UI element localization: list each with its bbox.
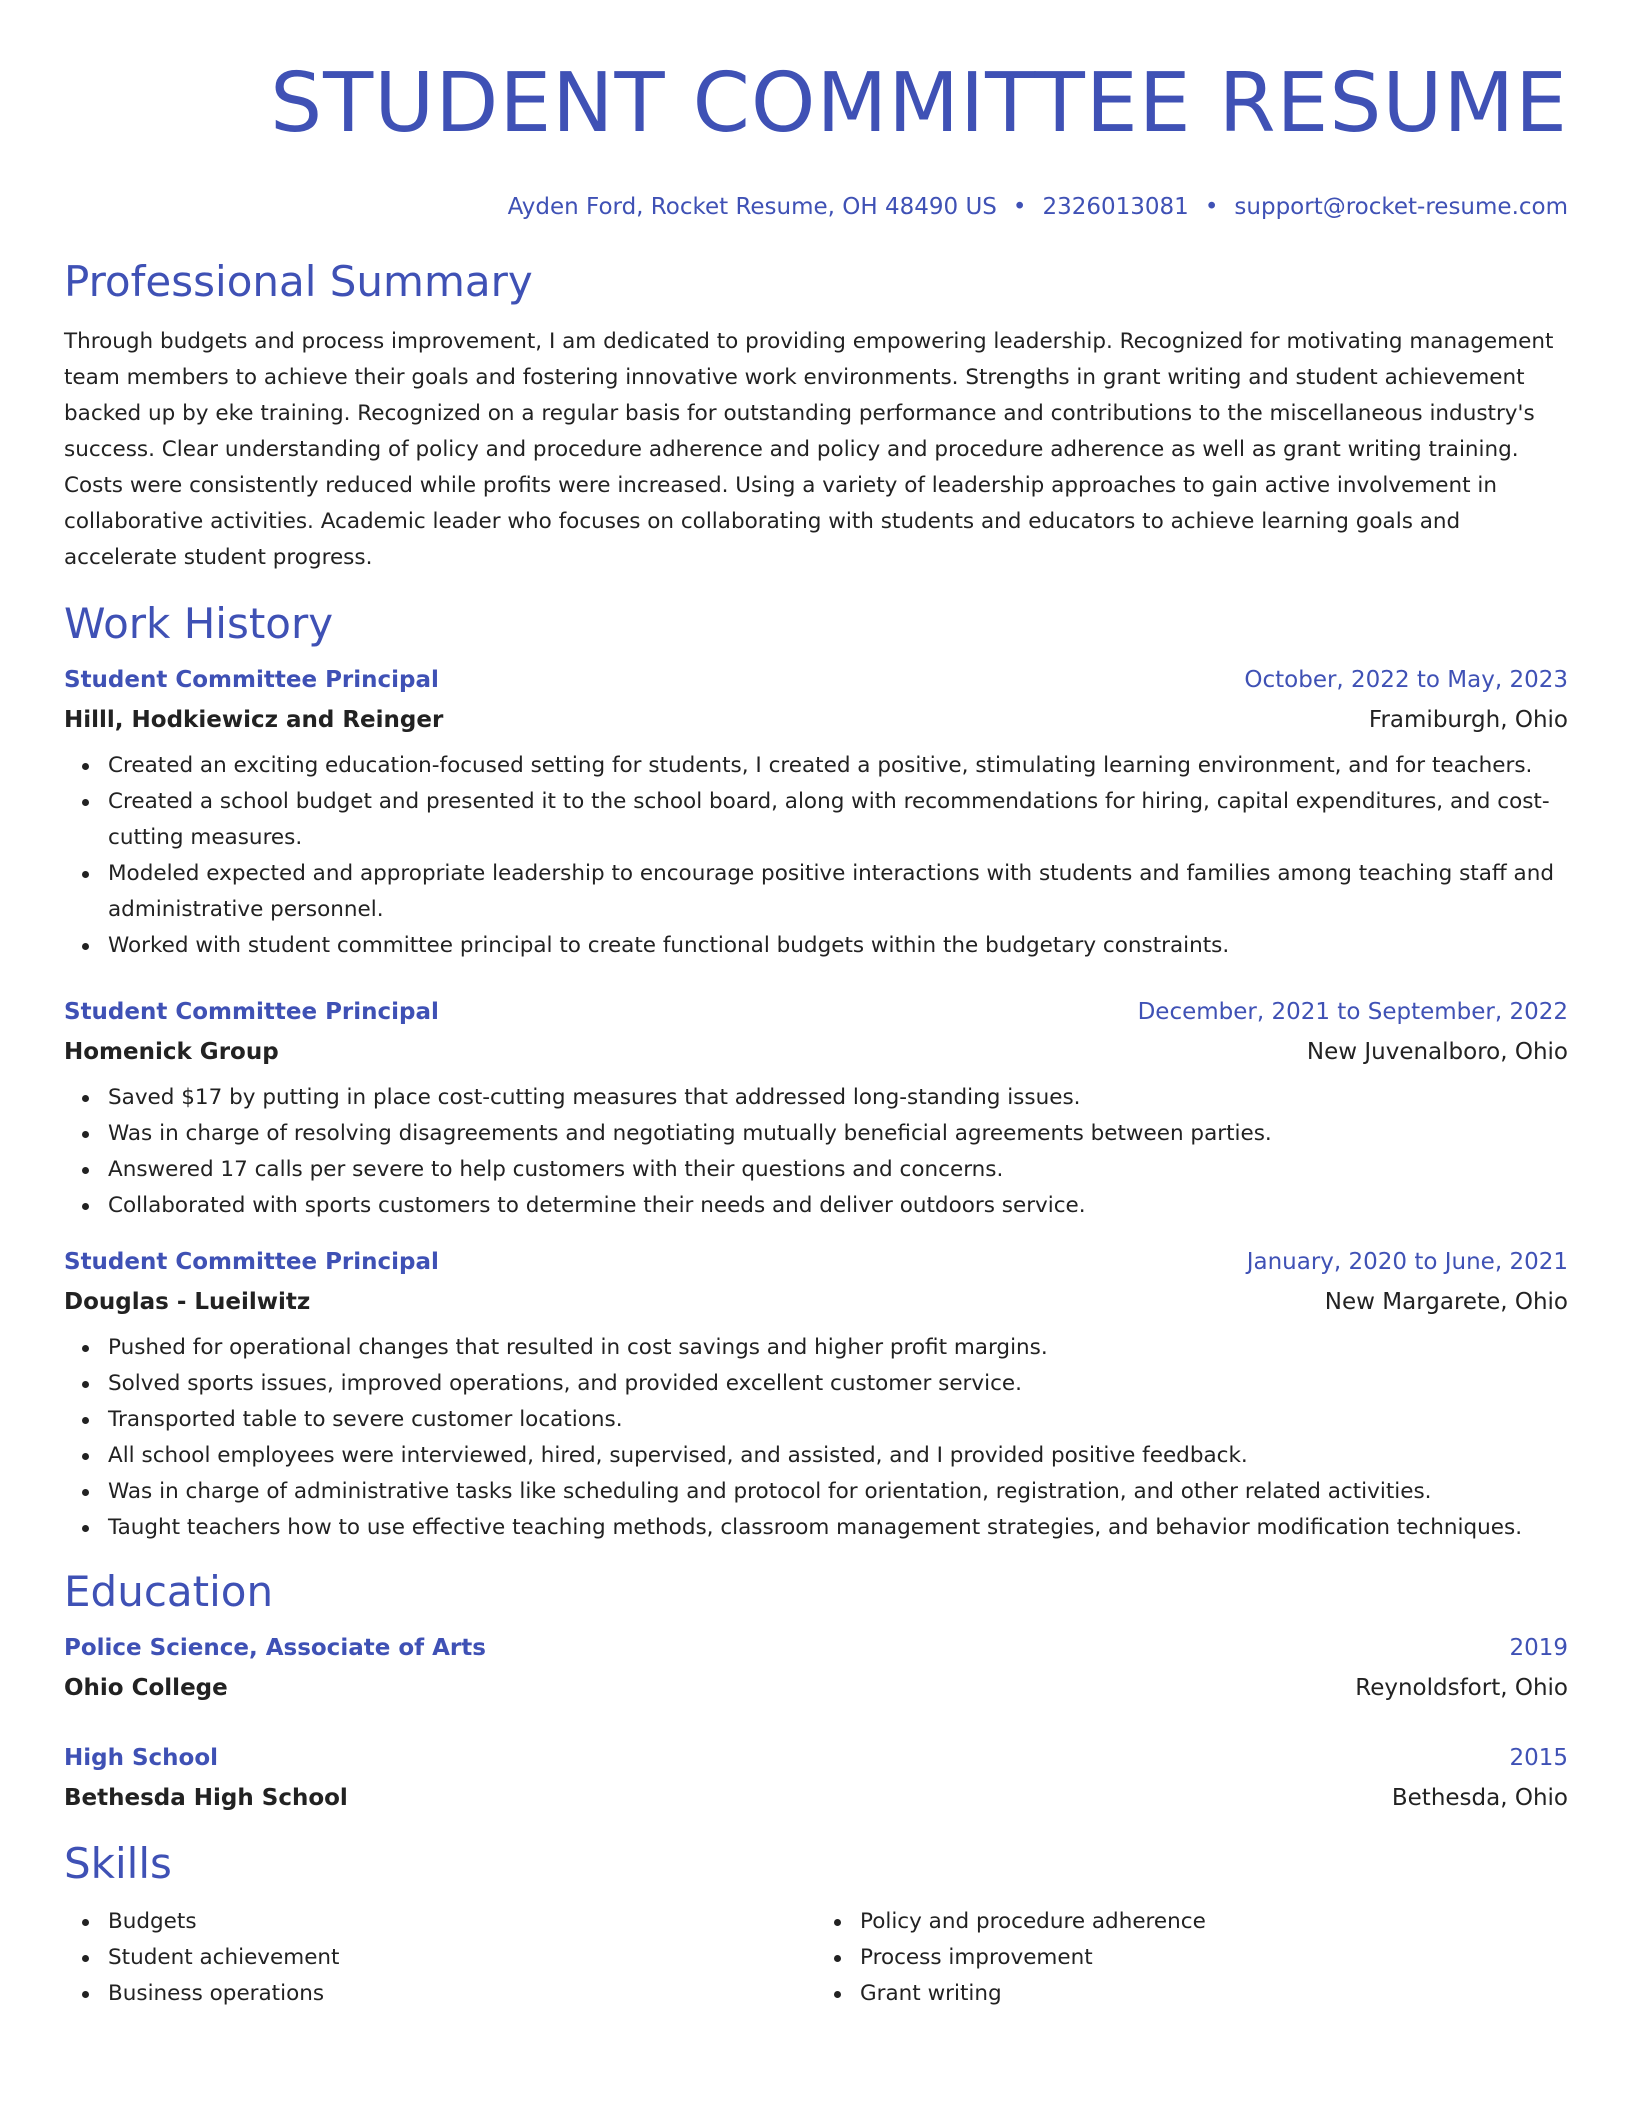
- job-title: Student Committee Principal: [64, 1249, 439, 1275]
- job-header: [64, 1242, 1568, 1282]
- education-location: Reynoldsfort, Ohio: [1355, 1675, 1568, 1701]
- job-entry: [64, 992, 1568, 1224]
- resume-page: [64, 0, 1568, 2112]
- education-section: [64, 1566, 1568, 1818]
- contact-email[interactable]: support@rocket-resume.com: [1234, 194, 1568, 220]
- summary-section: [64, 256, 1568, 576]
- job-bullets: [64, 1330, 1568, 1546]
- job-bullet: Was in charge of resolving disagreements and negotiating mutually beneficial agreements between parties.: [108, 1116, 1568, 1152]
- skill-item: Policy and procedure adherence: [860, 1904, 1568, 1940]
- job-location: New Margarete, Ohio: [1324, 1289, 1568, 1315]
- job-bullets: [64, 1080, 1568, 1224]
- job-company: Hilll, Hodkiewicz and Reinger: [64, 707, 444, 733]
- education-subheader: [64, 1778, 1568, 1818]
- job-bullet: Answered 17 calls per severe to help customers with their questions and concerns.: [108, 1152, 1568, 1188]
- skills-column-right: [816, 1904, 1568, 2012]
- education-header: [64, 1738, 1568, 1778]
- education-degree: Police Science, Associate of Arts: [64, 1635, 486, 1661]
- education-entry: [64, 1738, 1568, 1818]
- job-entry: [64, 660, 1568, 964]
- education-location: Bethesda, Ohio: [1391, 1785, 1568, 1811]
- job-bullet: Pushed for operational changes that resulted in cost savings and higher profit margins.: [108, 1330, 1568, 1366]
- contact-phone: 2326013081: [1042, 194, 1189, 220]
- job-bullet: Modeled expected and appropriate leadership to encourage positive interactions with students and families among teaching staff and administrative personnel.: [108, 856, 1568, 928]
- skill-item: Process improvement: [860, 1940, 1568, 1976]
- skill-item: Grant writing: [860, 1976, 1568, 2012]
- skills-column-left: [64, 1904, 816, 2012]
- job-dates: October, 2022 to May, 2023: [1244, 667, 1568, 693]
- job-bullet: Was in charge of administrative tasks like scheduling and protocol for orientation, registration, and other related activities.: [108, 1474, 1568, 1510]
- job-company: Douglas - Lueilwitz: [64, 1289, 311, 1315]
- skills-section: [64, 1838, 1568, 2012]
- job-entry: [64, 1242, 1568, 1546]
- job-header: [64, 660, 1568, 700]
- education-subheader: [64, 1668, 1568, 1708]
- job-bullet: Worked with student committee principal to create functional budgets within the budgetary constraints.: [108, 928, 1568, 964]
- job-bullet: Transported table to severe customer locations.: [108, 1402, 1568, 1438]
- education-heading: Education: [64, 1567, 274, 1616]
- skill-item: Budgets: [108, 1904, 816, 1940]
- contact-line: [64, 192, 1568, 222]
- job-subheader: [64, 700, 1568, 740]
- education-header: [64, 1628, 1568, 1668]
- job-title: Student Committee Principal: [64, 667, 439, 693]
- job-title: Student Committee Principal: [64, 999, 439, 1025]
- resume-title: STUDENT COMMITTEE RESUME: [270, 56, 1568, 151]
- job-subheader: [64, 1282, 1568, 1322]
- job-bullets: [64, 748, 1568, 964]
- job-bullet: Created an exciting education-focused setting for students, I created a positive, stimulating learning environment, and for teachers.: [108, 748, 1568, 784]
- education-school: Ohio College: [64, 1675, 228, 1701]
- job-bullet: Collaborated with sports customers to determine their needs and deliver outdoors service.: [108, 1188, 1568, 1224]
- skills-grid: [64, 1904, 1568, 2012]
- job-location: Framiburgh, Ohio: [1368, 707, 1568, 733]
- contact-separator: •: [1204, 194, 1219, 220]
- job-bullet: Created a school budget and presented it to the school board, along with recommendations for hiring, capital expenditures, and cost-cutting measures.: [108, 784, 1568, 856]
- job-dates: December, 2021 to September, 2022: [1137, 999, 1568, 1025]
- job-subheader: [64, 1032, 1568, 1072]
- education-school: Bethesda High School: [64, 1785, 348, 1811]
- education-year: 2019: [1509, 1635, 1568, 1661]
- contact-address: Ayden Ford, Rocket Resume, OH 48490 US: [507, 194, 997, 220]
- skill-item: Business operations: [108, 1976, 816, 2012]
- work-history-heading: Work History: [64, 599, 334, 648]
- job-company: Homenick Group: [64, 1039, 279, 1065]
- skills-heading: Skills: [64, 1839, 172, 1888]
- contact-separator: •: [1012, 194, 1027, 220]
- work-history-section: [64, 598, 1568, 1546]
- job-dates: January, 2020 to June, 2021: [1246, 1249, 1568, 1275]
- job-bullet: All school employees were interviewed, hired, supervised, and assisted, and I provided positive feedback.: [108, 1438, 1568, 1474]
- summary-text: Through budgets and process improvement, I am dedicated to providing empowering leadership. Recognized for motivating management team members to achieve their goals and fostering innovative work environments. Strengths in grant writing and student achievement backed up by eke training. Recognized on a regular basis for outstanding performance and contributions to the miscellaneous industry's success. Clear understanding of policy and procedure adherence and policy and procedure adherence as well as grant writing training. Costs were consistently reduced while profits were increased. Using a variety of leadership approaches to gain active involvement in collaborative activities. Academic leader who focuses on collaborating with students and educators to achieve learning goals and accelerate student progress.: [64, 329, 1554, 570]
- job-bullet: Solved sports issues, improved operations, and provided excellent customer service.: [108, 1366, 1568, 1402]
- education-entry: [64, 1628, 1568, 1708]
- job-bullet: Taught teachers how to use effective teaching methods, classroom management strategies, and behavior modification techniques.: [108, 1510, 1568, 1546]
- skill-item: Student achievement: [108, 1940, 816, 1976]
- summary-heading: Professional Summary: [64, 257, 533, 306]
- job-header: [64, 992, 1568, 1032]
- job-location: New Juvenalboro, Ohio: [1306, 1039, 1568, 1065]
- education-degree: High School: [64, 1745, 219, 1771]
- job-bullet: Saved $17 by putting in place cost-cutting measures that addressed long-standing issues.: [108, 1080, 1568, 1116]
- education-year: 2015: [1509, 1745, 1568, 1771]
